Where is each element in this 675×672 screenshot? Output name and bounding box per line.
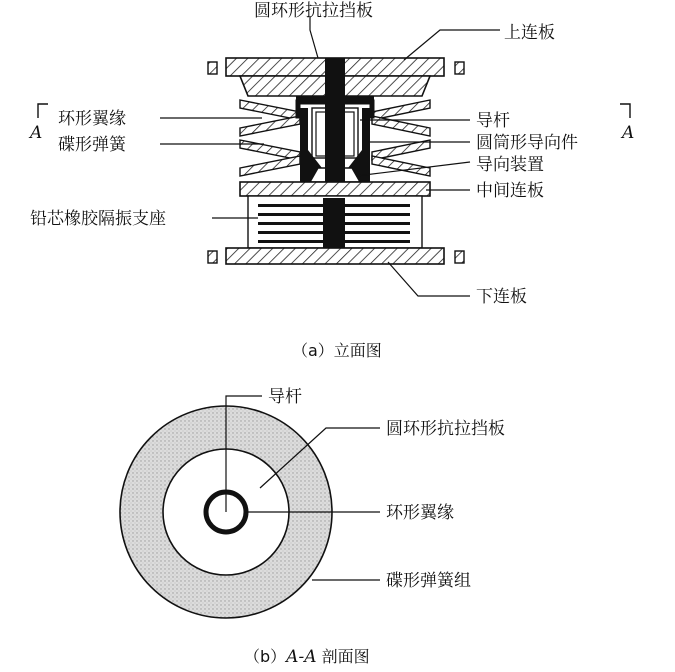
label-middle-plate: 中间连板 xyxy=(476,181,544,201)
label-guide-device: 导向装置 xyxy=(476,155,544,175)
label-cylindrical-guide: 圆筒形导向件 xyxy=(476,133,578,153)
label-lead-rubber-bearing: 铅芯橡胶隔振支座 xyxy=(30,209,166,229)
caption-b xyxy=(244,647,370,667)
label-b-disc-spring-group: 碟形弹簧组 xyxy=(386,571,471,591)
label-upper-plate: 上连板 xyxy=(504,23,555,43)
label-annular-flange: 环形翼缘 xyxy=(58,109,126,129)
label-b-annular-stop-plate: 圆环形抗拉挡板 xyxy=(386,419,505,439)
label-disc-spring: 碟形弹簧 xyxy=(58,135,126,155)
caption-b-section: A-A xyxy=(286,647,317,667)
lower-right-bolt xyxy=(455,251,464,263)
caption-b-suffix: 剖面图 xyxy=(316,647,370,666)
label-b-guide-rod: 导杆 xyxy=(268,387,302,407)
label-annular-stop-plate: 圆环形抗拉挡板 xyxy=(254,1,373,21)
lower-left-bolt xyxy=(208,251,217,263)
lower-plate-shape xyxy=(226,248,444,264)
section-mark-left: A xyxy=(30,123,43,143)
section-view xyxy=(120,387,505,667)
guide-rod-shape xyxy=(325,58,345,184)
upper-left-bolt xyxy=(208,62,217,74)
section-mark-right: A xyxy=(622,123,635,143)
caption-b-prefix: （b） xyxy=(244,647,287,666)
caption-a: （a）立面图 xyxy=(292,341,382,360)
upper-right-bolt xyxy=(455,62,464,74)
label-lower-plate: 下连板 xyxy=(476,287,527,307)
middle-plate-shape xyxy=(240,182,430,196)
label-b-annular-flange: 环形翼缘 xyxy=(386,503,454,523)
label-guide-rod: 导杆 xyxy=(476,111,510,131)
elevation-view xyxy=(28,1,634,360)
